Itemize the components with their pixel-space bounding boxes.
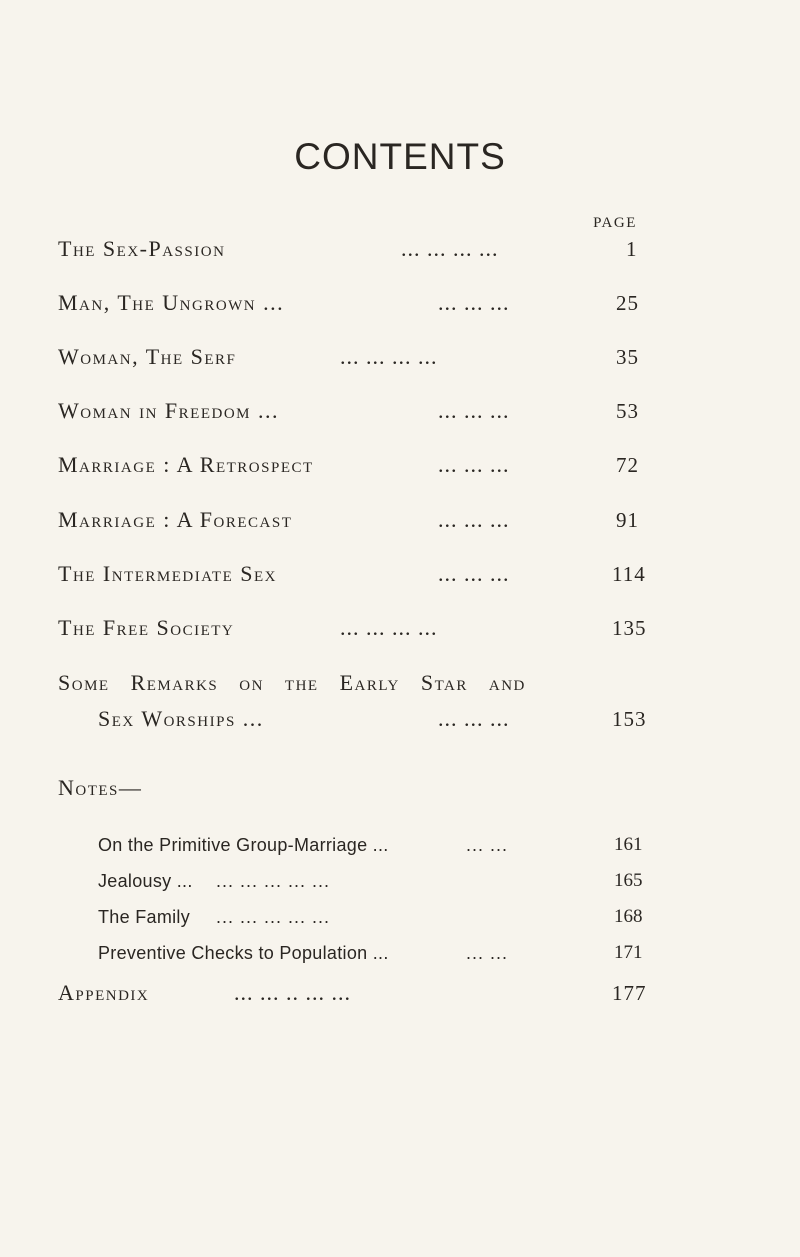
leader-dots: ... ... ... <box>438 290 510 315</box>
note-entry <box>98 902 678 936</box>
toc-entry <box>58 340 678 374</box>
toc-entry <box>58 557 678 591</box>
entry-title: Marriage : A Retrospect <box>58 452 314 477</box>
note-title: On the Primitive Group-Marriage ... <box>98 835 389 855</box>
toc-entry-line-1 <box>58 666 678 700</box>
note-title: The Family <box>98 907 191 927</box>
page-number: 25 <box>616 291 639 315</box>
entry-title: The Intermediate Sex <box>58 561 277 586</box>
leader-dots: ... ... ... ... <box>340 615 438 640</box>
page-number: 153 <box>612 707 647 731</box>
entry-title: Woman in Freedom ... <box>58 398 279 423</box>
page-number: 168 <box>614 906 643 927</box>
toc-entry <box>58 394 678 428</box>
note-title: Preventive Checks to Population ... <box>98 943 389 963</box>
leader-dots: ... ... ... <box>438 561 510 586</box>
entry-title: The Free Society <box>58 615 235 640</box>
page-number: 165 <box>614 870 643 891</box>
notes-heading-row <box>58 771 678 805</box>
toc-entry <box>58 286 678 320</box>
page-number: 53 <box>616 399 639 423</box>
entry-title: Man, The Ungrown ... <box>58 290 285 315</box>
entry-title: Appendix <box>58 980 150 1005</box>
page-number: 114 <box>612 562 646 586</box>
leader-dots: ... ... ... ... ... <box>216 907 331 927</box>
page-number: 1 <box>626 237 638 261</box>
entry-title-continued: Sex Worships ... <box>98 706 264 731</box>
page-number: 135 <box>612 616 647 640</box>
page-column-label: PAGE <box>593 215 637 231</box>
note-entry <box>98 866 678 900</box>
notes-heading: Notes— <box>58 775 143 800</box>
leader-dots: ... ... .. ... ... <box>234 980 351 1005</box>
leader-dots: ... ... ... <box>438 706 510 731</box>
leader-dots: ... ... ... <box>438 398 510 423</box>
toc-entry-line-2 <box>58 702 678 736</box>
page-number: 161 <box>614 834 643 855</box>
note-entry <box>98 830 678 864</box>
entry-title: Some Remarks on the Early Star and <box>58 670 526 695</box>
page-number: 171 <box>614 942 643 963</box>
page-number: 177 <box>612 981 647 1005</box>
entry-title: The Sex-Passion <box>58 236 226 261</box>
toc-entry <box>58 503 678 537</box>
toc-entry <box>58 448 678 482</box>
entry-title: Marriage : A Forecast <box>58 507 293 532</box>
page-number: 35 <box>616 345 639 369</box>
page-title: CONTENTS <box>294 136 506 177</box>
note-entry <box>98 938 678 972</box>
leader-dots: ... ... ... ... ... <box>216 871 331 891</box>
page-number: 91 <box>616 508 639 532</box>
toc-entry <box>58 232 678 266</box>
leader-dots: ... ... <box>466 943 509 963</box>
leader-dots: ... ... ... <box>438 452 510 477</box>
leader-dots: ... ... ... ... <box>340 344 438 369</box>
entry-title: Woman, The Serf <box>58 344 237 369</box>
note-title: Jealousy ... <box>98 871 193 891</box>
leader-dots: ... ... ... ... <box>401 236 499 261</box>
toc-entry <box>58 976 678 1010</box>
leader-dots: ... ... ... <box>438 507 510 532</box>
page-number: 72 <box>616 453 639 477</box>
toc-entry <box>58 611 678 645</box>
leader-dots: ... ... <box>466 835 509 855</box>
